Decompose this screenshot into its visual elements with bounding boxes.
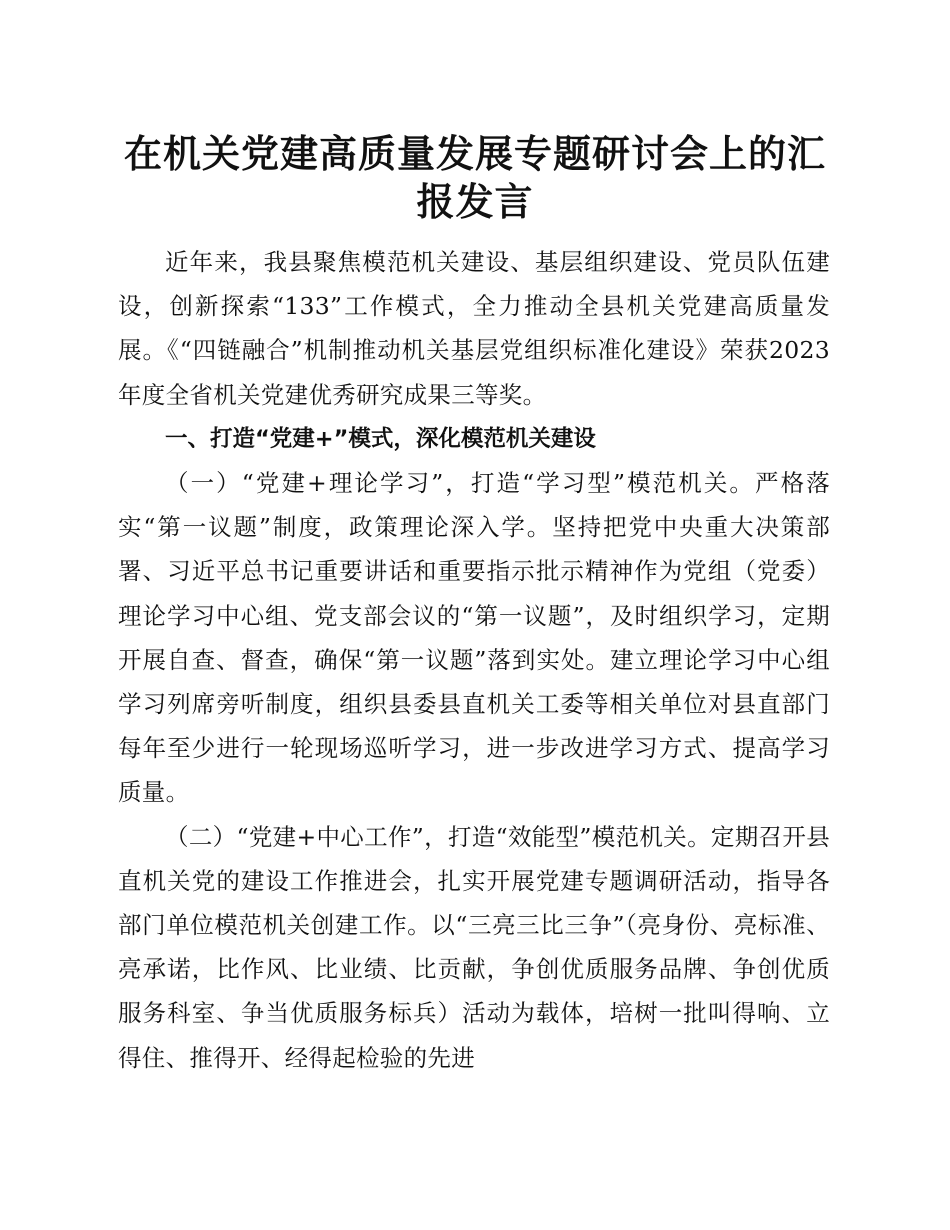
subsection-paragraph-1: （一）“党建+理论学习”，打造“学习型”模范机关。严格落实“第一议题”制度，政策理论深入学。坚持把党中央重大决策部署、习近平总书记重要讲话和重要指示批示精神作为党组（党委）理论学习中心组、党支部会议的“第一议题”，及时组织学习，定期开展自查、督查，确保“第一议题”落到实处。建立理论学习中心组学习列席旁听制度，组织县委县直机关工委等相关单位对县直部门每年至少进行一轮现场巡听学习，进一步改进学习方式、提高学习质量。 <box>118 469 830 807</box>
page-title: 在机关党建高质量发展专题研讨会上的汇报发言 <box>123 131 826 224</box>
intro-paragraph: 近年来，我县聚焦模范机关建设、基层组织建设、党员队伍建设，创新探索“133”工作模式，全力推动全县机关党建高质量发展。《“四链融合”机制推动机关基层党组织标准化建设》荣获2023年度全省机关党建优秀研究成果三等奖。 <box>118 248 830 409</box>
subsection-paragraph-2: （二）“党建+中心工作”，打造“效能型”模范机关。定期召开县直机关党的建设工作推进会，扎实开展党建专题调研活动，指导各部门单位模范机关创建工作。以“三亮三比三争”（亮身份、亮标准、亮承诺，比作风、比业绩、比贡献，争创优质服务品牌、争创优质服务科室、争当优质服务标兵）活动为载体，培树一批叫得响、立得住、推得开、经得起检验的先进 <box>118 822 830 1072</box>
section-heading-1: 一、打造“党建+”模式，深化模范机关建设 <box>165 425 596 452</box>
document-body <box>118 240 830 1080</box>
